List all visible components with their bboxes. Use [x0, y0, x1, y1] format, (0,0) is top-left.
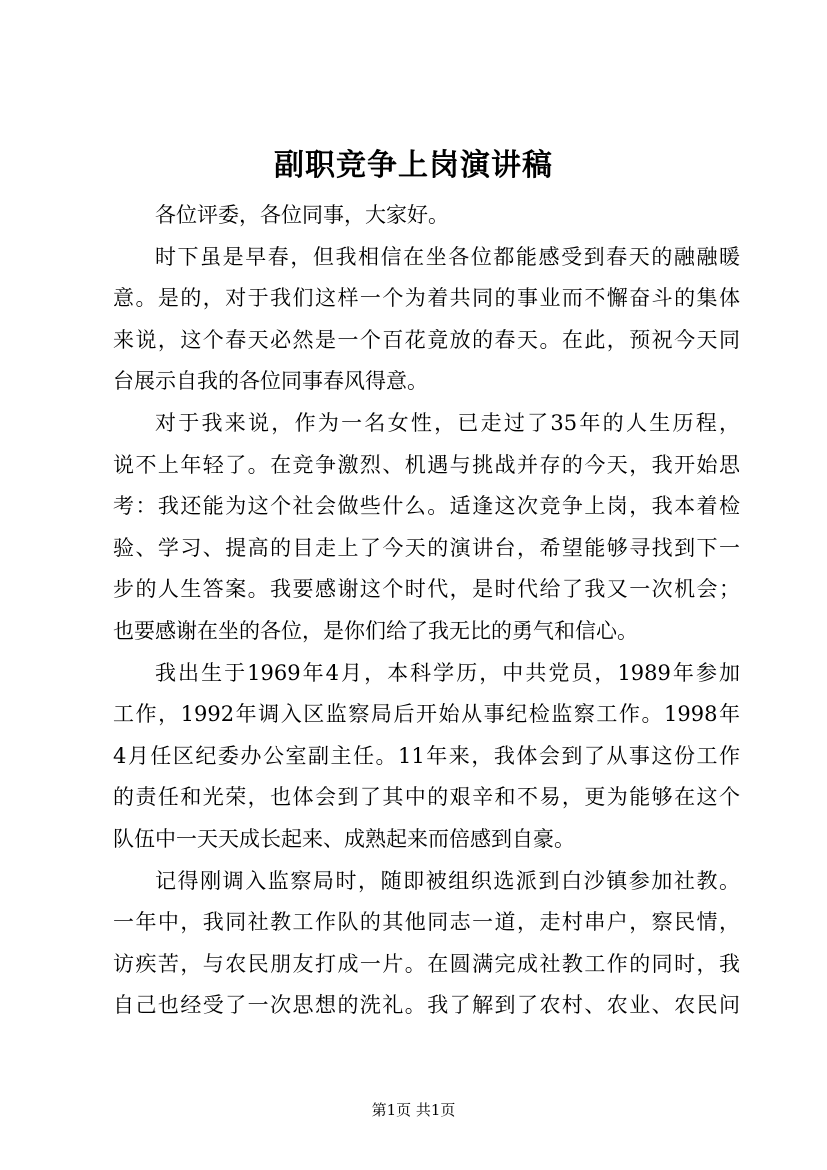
paragraph-line: 验、学习、提高的目走上了今天的演讲台，希望能够寻找到下一	[113, 535, 740, 560]
paragraph-line: 队伍中一天天成长起来、成熟起来而倍感到自豪。	[113, 826, 575, 851]
paragraph-line: 时下虽是早春，但我相信在坐各位都能感受到春天的融融暖	[155, 244, 740, 269]
paragraph-line: 一年中，我同社教工作队的其他同志一道，走村串户，察民情，	[113, 910, 740, 935]
paragraph-line: 也要感谢在坐的各位，是你们给了我无比的勇气和信心。	[113, 618, 638, 643]
paragraph-line: 对于我来说，作为一名女性，已走过了35年的人生历程，	[155, 410, 740, 435]
page-number-footer: 第1页 共1页	[371, 1101, 456, 1119]
paragraph-line: 自己也经受了一次思想的洗礼。我了解到了农村、农业、农民问	[113, 993, 740, 1018]
paragraph-line: 记得刚调入监察局时，随即被组织选派到白沙镇参加社教。	[155, 868, 740, 893]
paragraph-line: 工作，1992年调入区监察局后开始从事纪检监察工作。1998年	[113, 702, 740, 727]
document-title: 副职竞争上岗演讲稿	[274, 148, 553, 183]
paragraph-line: 4月任区纪委办公室副主任。11年来，我体会到了从事这份工作	[113, 743, 740, 768]
paragraph-line: 访疾苦，与农民朋友打成一片。在圆满完成社教工作的同时，我	[113, 951, 740, 976]
document-body	[113, 195, 740, 1027]
paragraph-line: 台展示自我的各位同事春风得意。	[113, 369, 428, 394]
paragraph-line: 考：我还能为这个社会做些什么。适逢这次竞争上岗，我本着检	[113, 494, 740, 519]
paragraph-line: 来说，这个春天必然是一个百花竟放的春天。在此，预祝今天同	[113, 327, 740, 352]
paragraph-line: 步的人生答案。我要感谢这个时代，是时代给了我又一次机会；	[113, 577, 740, 602]
paragraph-line: 意。是的，对于我们这样一个为着共同的事业而不懈奋斗的集体	[113, 286, 740, 311]
paragraph-line: 我出生于1969年4月，本科学历，中共党员，1989年参加	[155, 660, 740, 685]
paragraph-line: 的责任和光荣，也体会到了其中的艰辛和不易，更为能够在这个	[113, 785, 740, 810]
paragraph-line: 说不上年轻了。在竞争激烈、机遇与挑战并存的今天，我开始思	[113, 452, 740, 477]
paragraph-line: 各位评委，各位同事，大家好。	[155, 203, 449, 227]
